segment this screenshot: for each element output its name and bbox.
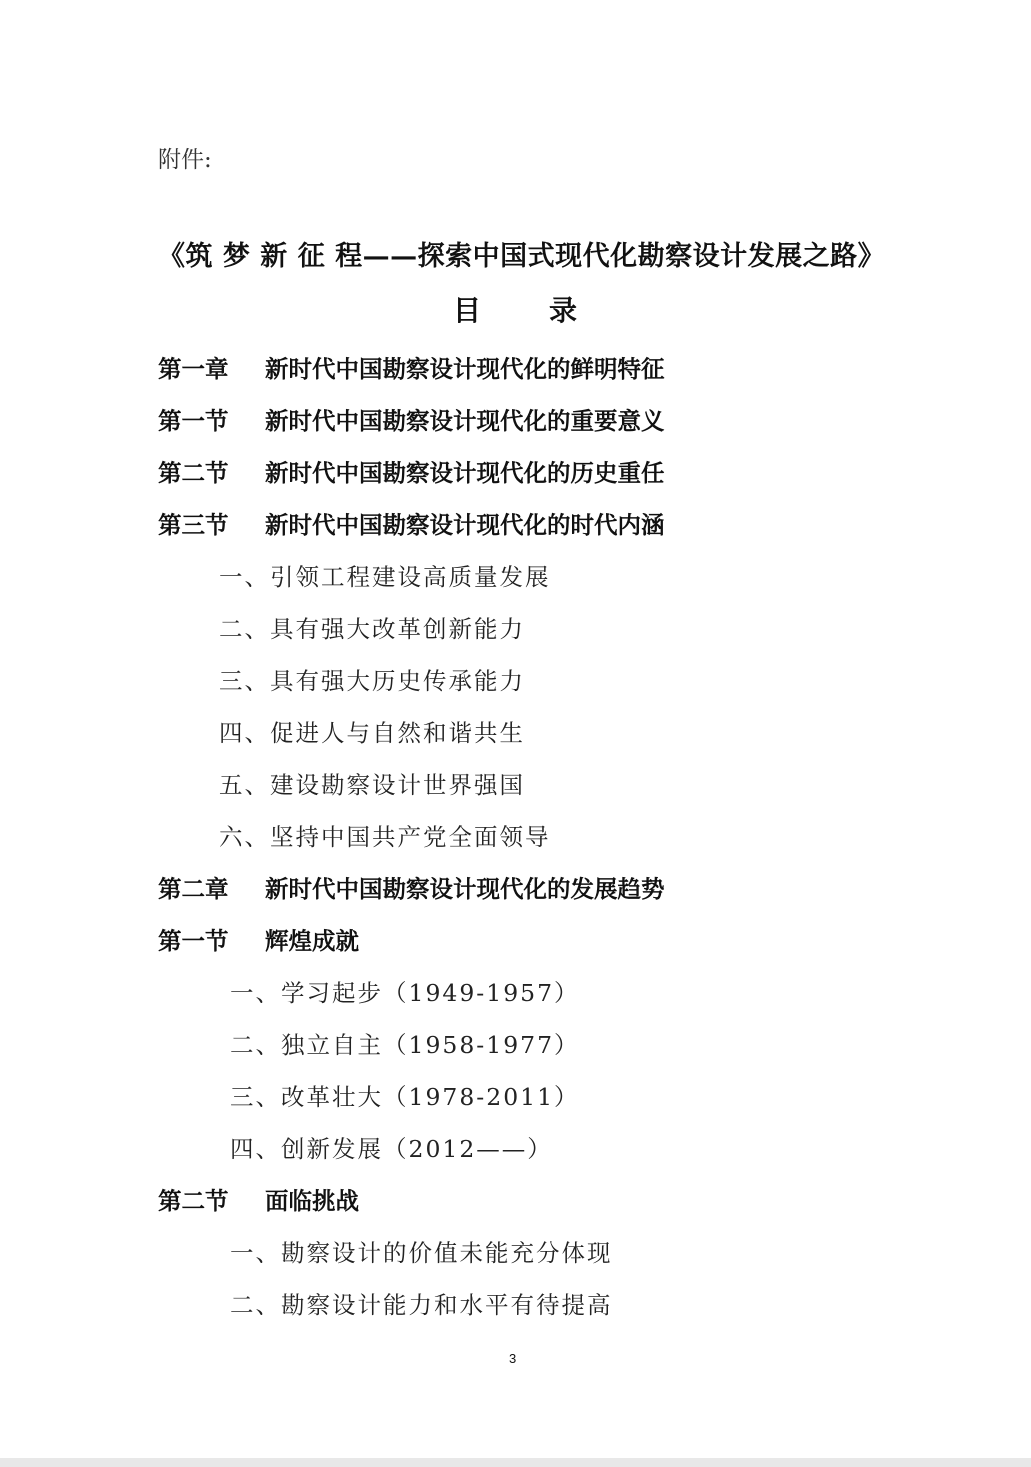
toc-subentry: 四、创新发展（2012——） [230, 1135, 553, 1163]
toc-subentry: 二、独立自主（1958-1977） [230, 1031, 580, 1059]
attachment-label: 附件: [158, 147, 212, 173]
toc-subentry: 三、具有强大历史传承能力 [219, 667, 525, 695]
toc-entry-label: 第二节 [158, 459, 229, 487]
toc-entry-section [158, 510, 698, 540]
toc-entry-section [158, 458, 698, 488]
toc-entry-text: 新时代中国勘察设计现代化的历史重任 [265, 459, 665, 487]
toc-entry-section [158, 926, 698, 956]
toc-subentry: 六、坚持中国共产党全面领导 [219, 823, 551, 851]
toc-entry-text: 新时代中国勘察设计现代化的鲜明特征 [265, 355, 665, 383]
toc-entry-text: 新时代中国勘察设计现代化的重要意义 [265, 407, 665, 435]
toc-entry-text: 新时代中国勘察设计现代化的发展趋势 [265, 875, 665, 903]
toc-entry-chapter-2 [158, 874, 698, 904]
toc-entry-label: 第一章 [158, 355, 229, 383]
toc-entry-chapter-1 [158, 354, 698, 384]
toc-subentry: 三、改革壮大（1978-2011） [230, 1083, 580, 1111]
toc-entry-section [158, 406, 698, 436]
toc-entry-text: 新时代中国勘察设计现代化的时代内涵 [265, 511, 665, 539]
toc-entry-label: 第二章 [158, 875, 229, 903]
toc-heading: 目录 [453, 294, 646, 327]
toc-entry-text: 面临挑战 [265, 1187, 359, 1215]
toc-subentry: 一、学习起步（1949-1957） [230, 979, 580, 1007]
toc-entry-label: 第三节 [158, 511, 229, 539]
toc-entry-label: 第一节 [158, 927, 229, 955]
toc-subentry: 二、勘察设计能力和水平有待提高 [230, 1291, 613, 1319]
toc-entry-text: 辉煌成就 [265, 927, 359, 955]
toc-entry-label: 第二节 [158, 1187, 229, 1215]
toc-entry-label: 第一节 [158, 407, 229, 435]
page-gap [0, 1458, 1031, 1467]
toc-subentry: 一、勘察设计的价值未能充分体现 [230, 1239, 613, 1267]
page-number: 3 [509, 1351, 517, 1366]
toc-subentry: 二、具有强大改革创新能力 [219, 615, 525, 643]
toc-subentry: 一、引领工程建设高质量发展 [219, 563, 551, 591]
toc-subentry: 四、促进人与自然和谐共生 [219, 719, 525, 747]
document-title: 《筑 梦 新 征 程——探索中国式现代化勘察设计发展之路》 [158, 241, 886, 272]
toc-entry-section [158, 1186, 698, 1216]
toc-subentry: 五、建设勘察设计世界强国 [219, 771, 525, 799]
